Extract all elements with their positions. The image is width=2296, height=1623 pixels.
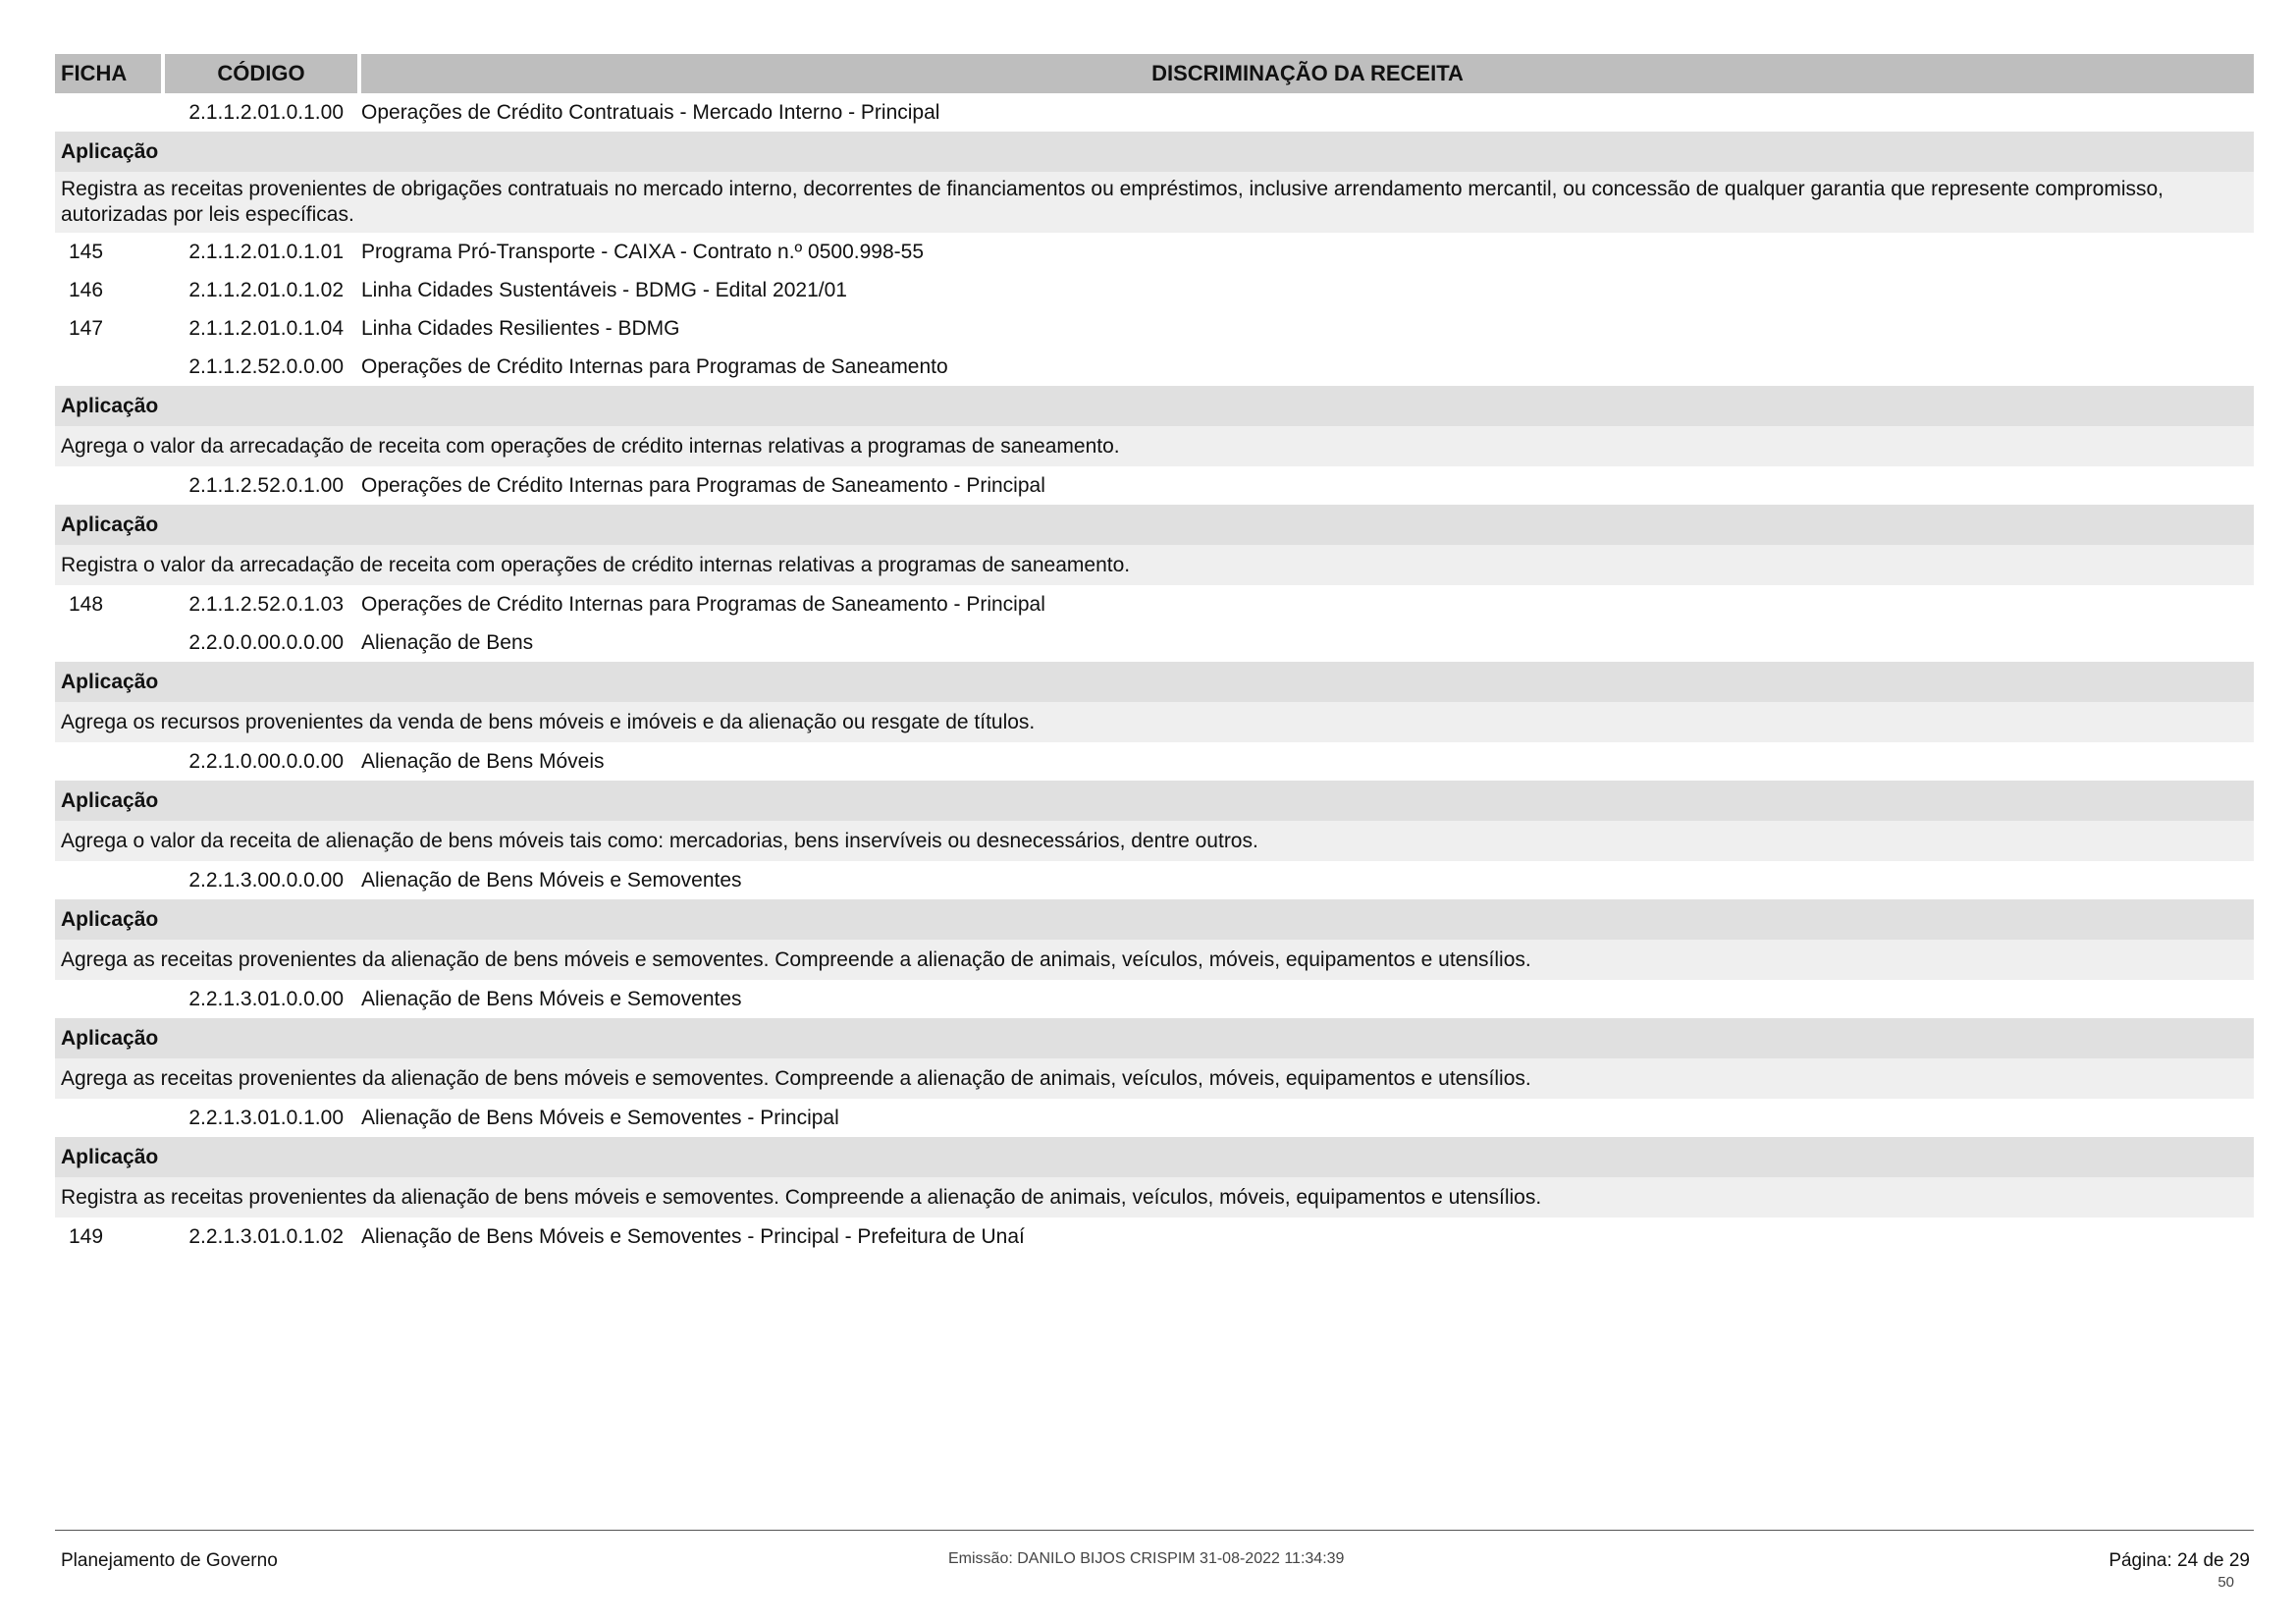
footer-system-name: Planejamento de Governo (61, 1550, 278, 1571)
aplicacao-text: Registra o valor da arrecadação de receita com operações de crédito internas relativas a programas de saneamento. (55, 545, 2254, 585)
row-description: Alienação de Bens Móveis e Semoventes (361, 868, 742, 892)
table-row (55, 585, 2254, 623)
aplicacao-text: Agrega as receitas provenientes da alienação de bens móveis e semoventes. Compreende a alienação de animais, veículos, móveis, equipamentos e utensílios. (55, 940, 2254, 980)
aplicacao-text: Agrega o valor da arrecadação de receita com operações de crédito internas relativas a programas de saneamento. (55, 426, 2254, 466)
table-row (55, 93, 2254, 132)
row-codigo: 2.1.1.2.01.0.1.04 (188, 316, 344, 340)
row-ficha: 145 (69, 240, 104, 263)
table-header (55, 54, 2254, 93)
aplicacao-heading: Aplicação (55, 1137, 2254, 1177)
table-row (55, 466, 2254, 505)
aplicacao-heading: Aplicação (55, 132, 2254, 172)
row-codigo: 2.1.1.2.01.0.1.01 (188, 240, 344, 263)
row-description: Alienação de Bens (361, 630, 534, 654)
aplicacao-text: Agrega as receitas provenientes da alienação de bens móveis e semoventes. Compreende a alienação de animais, veículos, móveis, equipamentos e utensílios. (55, 1058, 2254, 1099)
row-description: Operações de Crédito Internas para Programas de Saneamento - Principal (361, 592, 1045, 616)
row-description: Operações de Crédito Internas para Programas de Saneamento - Principal (361, 473, 1045, 497)
row-codigo: 2.1.1.2.01.0.1.00 (188, 100, 344, 124)
aplicacao-heading: Aplicação (55, 662, 2254, 702)
row-description: Alienação de Bens Móveis e Semoventes - Principal - Prefeitura de Unaí (361, 1224, 1025, 1248)
aplicacao-heading: Aplicação (55, 505, 2254, 545)
row-codigo: 2.1.1.2.52.0.1.03 (188, 592, 344, 616)
row-codigo: 2.2.1.0.00.0.0.00 (188, 749, 344, 773)
table-row (55, 233, 2254, 271)
aplicacao-text: Registra as receitas provenientes de obrigações contratuais no mercado interno, decorrentes de financiamentos ou empréstimos, inclusive arrendamento mercantil, ou concessão de qualquer garantia que represente compromisso, autorizadas por leis específicas. (55, 172, 2254, 233)
header-ficha: FICHA (55, 54, 161, 93)
row-ficha: 146 (69, 278, 104, 301)
row-description: Programa Pró-Transporte - CAIXA - Contrato n.º 0500.998-55 (361, 240, 924, 263)
row-codigo: 2.1.1.2.01.0.1.02 (188, 278, 344, 301)
row-codigo: 2.1.1.2.52.0.1.00 (188, 473, 344, 497)
table-row (55, 742, 2254, 781)
table-row (55, 271, 2254, 309)
footer-page-number: 50 (2217, 1574, 2234, 1591)
aplicacao-text: Agrega o valor da receita de alienação de bens móveis tais como: mercadorias, bens inservíveis ou desnecessários, dentre outros. (55, 821, 2254, 861)
header-codigo: CÓDIGO (165, 54, 357, 93)
row-codigo: 2.2.1.3.01.0.1.00 (188, 1106, 344, 1129)
revenue-table (55, 54, 2254, 1256)
footer-emission: Emissão: DANILO BIJOS CRISPIM 31-08-2022 11:34:39 (948, 1550, 1345, 1567)
row-description: Alienação de Bens Móveis (361, 749, 605, 773)
row-codigo: 2.2.1.3.01.0.1.02 (188, 1224, 344, 1248)
table-row (55, 309, 2254, 348)
row-description: Operações de Crédito Internas para Programas de Saneamento (361, 354, 948, 378)
row-description: Operações de Crédito Contratuais - Mercado Interno - Principal (361, 100, 940, 124)
page-footer (55, 1530, 2254, 1591)
row-ficha: 149 (69, 1224, 104, 1248)
row-description: Alienação de Bens Móveis e Semoventes - Principal (361, 1106, 839, 1129)
table-row (55, 980, 2254, 1018)
header-discriminacao: DISCRIMINAÇÃO DA RECEITA (361, 54, 2254, 93)
table-body (55, 93, 2254, 1256)
aplicacao-heading: Aplicação (55, 781, 2254, 821)
aplicacao-heading: Aplicação (55, 899, 2254, 940)
table-row (55, 623, 2254, 662)
table-row (55, 1099, 2254, 1137)
aplicacao-text: Registra as receitas provenientes da alienação de bens móveis e semoventes. Compreende a alienação de animais, veículos, móveis, equipamentos e utensílios. (55, 1177, 2254, 1217)
row-codigo: 2.1.1.2.52.0.0.00 (188, 354, 344, 378)
row-codigo: 2.2.0.0.00.0.0.00 (188, 630, 344, 654)
row-ficha: 148 (69, 592, 104, 616)
aplicacao-heading: Aplicação (55, 1018, 2254, 1058)
row-codigo: 2.2.1.3.00.0.0.00 (188, 868, 344, 892)
table-row (55, 348, 2254, 386)
row-codigo: 2.2.1.3.01.0.0.00 (188, 987, 344, 1010)
aplicacao-text: Agrega os recursos provenientes da venda de bens móveis e imóveis e da alienação ou resgate de títulos. (55, 702, 2254, 742)
aplicacao-heading: Aplicação (55, 386, 2254, 426)
footer-page-info: Página: 24 de 29 (2109, 1550, 2250, 1571)
row-description: Linha Cidades Resilientes - BDMG (361, 316, 680, 340)
row-description: Linha Cidades Sustentáveis - BDMG - Edital 2021/01 (361, 278, 847, 301)
table-row (55, 1217, 2254, 1256)
table-row (55, 861, 2254, 899)
row-description: Alienação de Bens Móveis e Semoventes (361, 987, 742, 1010)
row-ficha: 147 (69, 316, 104, 340)
